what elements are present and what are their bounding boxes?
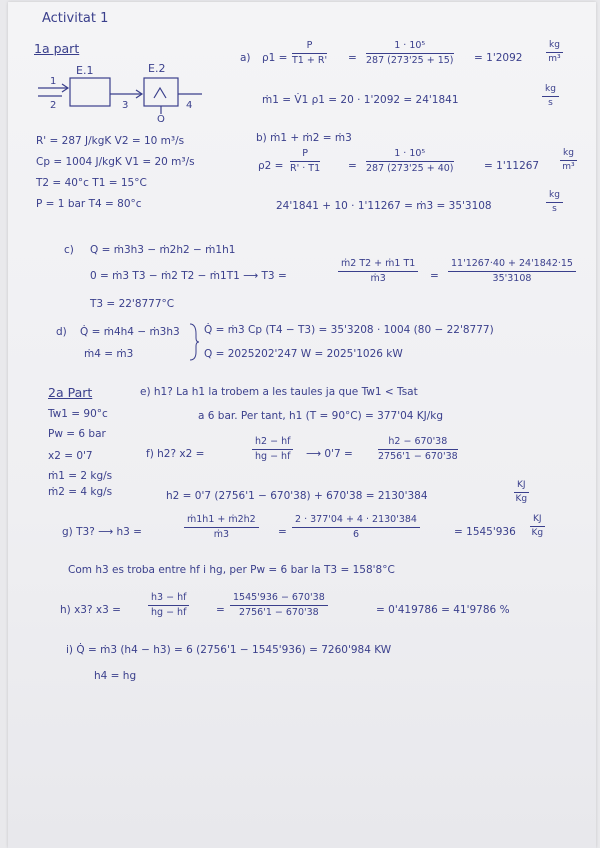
a-rho1-lhs: ρ1 = [262, 52, 288, 64]
c-frac2 [448, 258, 576, 285]
c-line1: Q = ṁ3h3 − ṁ2h2 − ṁ1h1 [90, 244, 236, 256]
g-unit-num: KJ [530, 514, 545, 527]
h-label: h) x3? x3 = [60, 604, 121, 616]
diagram-label-2: 2 [50, 100, 57, 111]
p2-data-line-5: ṁ2 = 4 kg/s [48, 486, 113, 498]
b-rho2-unit-den: m³ [562, 162, 575, 173]
a-rho1-frac1 [292, 40, 327, 67]
a-rho1-frac1-den: T1 + R' [292, 54, 328, 66]
exchanger-diagram [36, 60, 206, 122]
f-frac2-num: h2 − 670'38 [378, 436, 458, 450]
a-rho1-frac2-den: 287 (273'25 + 15) [366, 54, 454, 66]
h-result: = 0'419786 = 41'9786 % [376, 604, 510, 616]
e-line1: e) h1? La h1 la trobem a les taules ja que Tw1 < Tsat [140, 386, 418, 398]
data-line-3: T2 = 40°c T1 = 15°C [36, 177, 147, 189]
f-unit-den: Kg [515, 494, 528, 505]
p2-data-line-2: Pw = 6 bar [48, 428, 106, 440]
g-line2: Com h3 es troba entre hf i hg, per Pw = 6 bar la T3 = 158'8°C [68, 564, 395, 576]
a-m1-line: ṁ1 = V̇1 ρ1 = 20 · 1'2092 = 24'1841 [262, 94, 459, 106]
b-sum-unit [546, 190, 563, 216]
c-eq: = [430, 270, 439, 282]
d-line1: Q̇ = ṁ4h4 − ṁ3h3 [80, 326, 180, 338]
b-rho2-frac1-den: R' · T1 [290, 162, 321, 174]
c-result: T3 = 22'8777°C [90, 298, 175, 310]
f-frac1-den: hg − hf [255, 450, 291, 462]
h-eq: = [216, 604, 225, 616]
data-line-1: R' = 287 J/kgK V2 = 10 m³/s [36, 135, 185, 147]
b-rho2-frac2 [366, 148, 454, 175]
e-line2: a 6 bar. Per tant, h1 (T = 90°C) = 377'04 KJ/kg [198, 410, 444, 422]
c-frac2-num: 11'1267·40 + 24'1842·15 [448, 258, 576, 272]
c-frac1-num: ṁ2 T2 + ṁ1 T1 [338, 258, 418, 272]
h-frac2-den: 2756'1 − 670'38 [239, 606, 319, 618]
h-frac2-num: 1545'936 − 670'38 [230, 592, 328, 606]
diagram-label-q: Q [157, 114, 165, 122]
c-frac1 [338, 258, 418, 285]
diagram-label-4: 4 [186, 100, 193, 111]
diagram-label-e2: E.2 [148, 62, 166, 75]
b-sum-unit-den: s [552, 204, 557, 215]
b-sum-line: 24'1841 + 10 · 1'11267 = ṁ3 = 35'3108 [276, 200, 492, 212]
f-mid: ⟶ 0'7 = [306, 448, 353, 460]
b-rho2-lhs: ρ2 = [258, 160, 284, 172]
g-frac2 [292, 514, 420, 541]
p2-data-line-3: x2 = 0'7 [48, 450, 93, 462]
g-frac2-den: 6 [352, 528, 359, 540]
paper-sheet [8, 2, 596, 848]
a-rho1-frac2 [366, 40, 454, 67]
a-rho1-unit [546, 40, 563, 66]
diagram-label-3: 3 [122, 100, 129, 111]
data-line-2: Cp = 1004 J/kgK V1 = 20 m³/s [36, 156, 195, 168]
g-result: = 1545'936 [454, 526, 516, 538]
g-frac2-num: 2 · 377'04 + 4 · 2130'384 [292, 514, 420, 528]
b-eq: = [348, 160, 357, 172]
part2-heading: 2a Part [48, 385, 93, 400]
g-frac1-num: ṁ1h1 + ṁ2h2 [184, 514, 259, 528]
i-line2: h4 = hg [94, 670, 137, 682]
b-rho2-unit-num: kg [560, 148, 577, 161]
a-m1-unit [542, 84, 559, 110]
b-sum-unit-num: kg [546, 190, 563, 203]
d-brace [188, 322, 200, 362]
d-line4: Q = 2025202'247 W = 2025'1026 kW [204, 348, 403, 360]
g-eq: = [278, 526, 287, 538]
f-frac2 [378, 436, 458, 463]
h-frac2 [230, 592, 328, 619]
g-unit-den: Kg [531, 528, 544, 539]
d-line3: Q̇ = ṁ3 Cp (T4 − T3) = 35'3208 · 1004 (80 − 22'8777) [204, 324, 494, 336]
a-rho1-frac1-num: P [292, 40, 327, 54]
a-m1-unit-den: s [548, 98, 553, 109]
g-frac1-den: ṁ3 [213, 528, 230, 540]
a-rho1-result: = 1'2092 [474, 52, 523, 64]
f-unit-num: KJ [514, 480, 529, 493]
b-rho2-frac1 [290, 148, 320, 175]
b-line1: b) ṁ1 + ṁ2 = ṁ3 [256, 132, 352, 144]
d-line2: ṁ4 = ṁ3 [84, 348, 134, 360]
c-frac2-den: 35'3108 [492, 272, 532, 284]
page-title: Activitat 1 [42, 11, 109, 26]
f-line2: h2 = 0'7 (2756'1 − 670'38) + 670'38 = 2130'384 [166, 490, 428, 502]
i-line1: i) Q̇ = ṁ3 (h4 − h3) = 6 (2756'1 − 1545'936) = 7260'984 KW [66, 644, 392, 656]
b-rho2-frac2-num: 1 · 10⁵ [366, 148, 454, 162]
diagram-label-1: 1 [50, 76, 57, 87]
a-label: a) [240, 52, 251, 64]
c-line2: 0 = ṁ3 T3 − ṁ2 T2 − ṁ1T1 ⟶ T3 = [90, 270, 287, 282]
p2-data-line-4: ṁ1 = 2 kg/s [48, 470, 113, 482]
a-eq: = [348, 52, 357, 64]
b-rho2-unit [560, 148, 577, 174]
a-rho1-frac2-num: 1 · 10⁵ [366, 40, 454, 54]
f-frac2-den: 2756'1 − 670'38 [378, 450, 458, 462]
g-label: g) T3? ⟶ h3 = [62, 526, 142, 538]
c-label: c) [64, 244, 74, 256]
d-label: d) [56, 326, 67, 338]
g-frac1 [184, 514, 259, 541]
c-frac1-den: ṁ3 [370, 272, 386, 284]
b-rho2-result: = 1'11267 [484, 160, 540, 172]
f-frac1 [252, 436, 293, 463]
a-rho1-unit-den: m³ [548, 54, 561, 65]
f-unit [514, 480, 529, 506]
a-rho1-unit-num: kg [546, 40, 563, 53]
b-rho2-frac2-den: 287 (273'25 + 40) [366, 162, 454, 174]
p2-data-line-1: Tw1 = 90°c [48, 408, 108, 420]
b-rho2-frac1-num: P [290, 148, 320, 162]
part1-heading: 1a part [34, 41, 80, 56]
f-frac1-num: h2 − hf [252, 436, 293, 450]
diagram-label-e1: E.1 [76, 64, 94, 77]
h-frac1-den: hg − hf [151, 606, 187, 618]
data-line-4: P = 1 bar T4 = 80°c [36, 198, 142, 210]
h-frac1 [148, 592, 189, 619]
f-label: f) h2? x2 = [146, 448, 205, 460]
a-m1-unit-num: kg [542, 84, 559, 97]
g-unit [530, 514, 545, 540]
h-frac1-num: h3 − hf [148, 592, 189, 606]
